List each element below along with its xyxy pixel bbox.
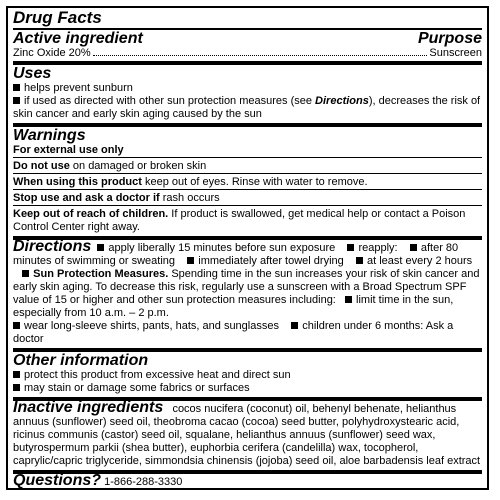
bullet-square-icon xyxy=(13,322,20,329)
purpose-value: Sunscreen xyxy=(429,47,482,59)
bullet-square-icon xyxy=(347,244,354,251)
uses-heading: Uses xyxy=(13,65,52,82)
phone-number: 1-866-288-3330 xyxy=(104,476,183,488)
active-ingredient: Zinc Oxide 20% xyxy=(13,47,91,59)
uses-item-2: if used as directed with other sun protection measures (see Directions), decreases the risk of skin cancer and early skin aging caused by the sun xyxy=(13,95,481,120)
other-info-section xyxy=(13,348,482,395)
bullet-square-icon xyxy=(13,97,20,104)
uses-item-1: helps prevent sunburn xyxy=(13,82,482,95)
stop-use: Stop use and ask a doctor if rash occurs xyxy=(13,189,482,205)
bullet-square-icon xyxy=(22,270,29,277)
warnings-heading: Warnings xyxy=(13,127,86,144)
questions-row xyxy=(13,474,482,489)
bullet-square-icon xyxy=(291,322,298,329)
bullet-square-icon xyxy=(345,296,352,303)
inactive-heading: Inactive ingredients xyxy=(13,399,164,416)
bullet-square-icon xyxy=(13,384,20,391)
external-use: For external use only xyxy=(13,144,124,156)
drug-facts-panel xyxy=(6,6,489,490)
bullet-square-icon xyxy=(13,84,20,91)
bullet-square-icon xyxy=(13,371,20,378)
directions-section xyxy=(13,236,482,346)
active-heading: Active ingredient xyxy=(13,30,143,47)
leader-dots xyxy=(93,55,428,56)
when-using: When using this product keep out of eyes. Rinse with water to remove. xyxy=(13,173,482,189)
other-item-2: may stain or damage some fabrics or surfaces xyxy=(13,382,482,395)
inactive-section xyxy=(13,397,482,468)
directions-heading: Directions xyxy=(13,238,92,255)
active-section xyxy=(13,28,482,60)
inactive-body xyxy=(13,401,482,468)
bullet-square-icon xyxy=(187,257,194,264)
questions-section xyxy=(13,470,482,489)
title: Drug Facts xyxy=(13,8,102,27)
directions-body: Directions apply liberally 15 minutes before sun exposure reapply: after 80 minutes of swimming or sweating immediately after towel drying at least every 2 hours Sun Protection Measures. Spending time in the sun increases your risk of skin cancer and early skin aging. To decrease this risk, regularly use a sunscreen with a Broad Spectrum SPF value of 15 or higher and other sun protection measures including: limit time in the sun, especially from 10 a.m. – 2 p.m. wear long-sleeve shirts, pants, hats, and sunglasses children under 6 months: Ask a doctor xyxy=(13,238,480,345)
inactive-list: cocos nucifera (coconut) oil, behenyl behenate, helianthus annuus (sunflower) seed oil, theobroma cacao (cocoa) seed butter, polyhydroxystearic acid, ricinus communis (castor) seed oil, squalane, helianthus annuus (sunflower) seed wax, butyrospermum parkii (shea butter), euphorbia cerifera (candelilla) wax, tocopherol, caprylic/capric triglyceride, simmondsia chinensis (jojoba) seed oil, aloe barbadensis leaf extract xyxy=(13,403,481,467)
bullet-square-icon xyxy=(410,244,417,251)
bullet-square-icon xyxy=(97,244,104,251)
directions-reference: Directions xyxy=(315,95,369,107)
purpose-heading: Purpose xyxy=(417,30,482,47)
keep-out-of-reach: Keep out of reach of children. If product is swallowed, get medical help or contact a Poison Control Center right away. xyxy=(13,205,482,234)
other-info-heading: Other information xyxy=(13,352,149,369)
questions-heading: Questions? xyxy=(13,472,102,489)
bullet-square-icon xyxy=(356,257,363,264)
do-not-use: Do not use on damaged or broken skin xyxy=(13,157,482,173)
other-item-1: protect this product from excessive heat and direct sun xyxy=(13,369,482,382)
warnings-section xyxy=(13,123,482,234)
active-ingredient-row xyxy=(13,47,482,60)
uses-section xyxy=(13,61,482,121)
